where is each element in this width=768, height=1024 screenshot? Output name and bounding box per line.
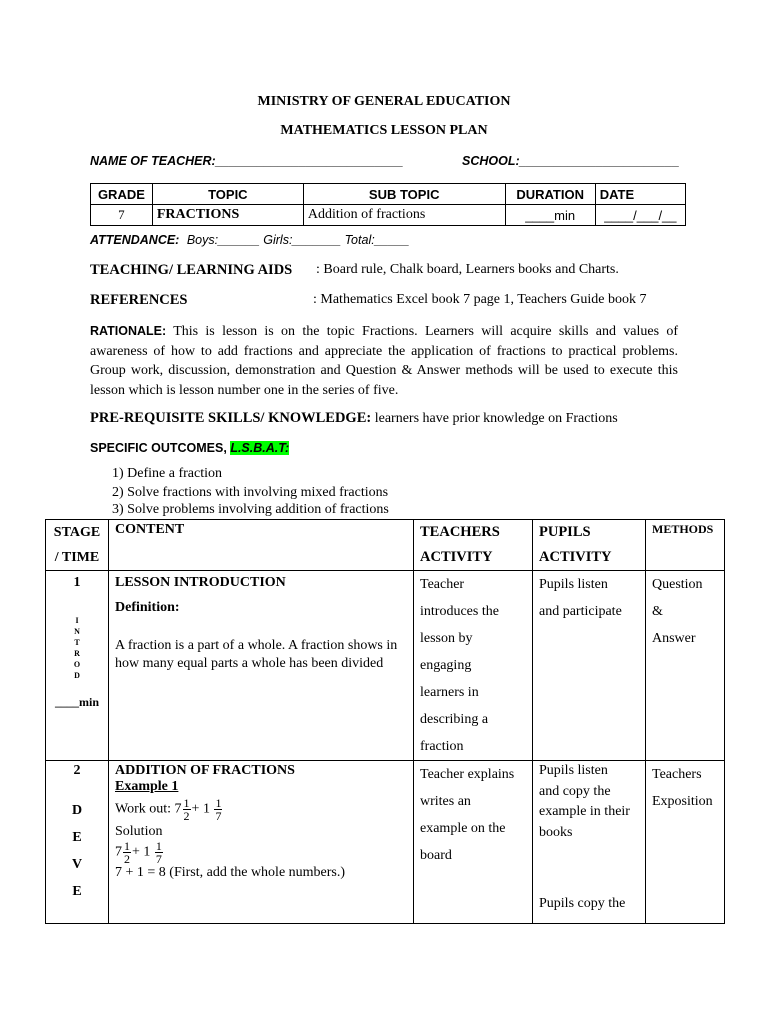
vertical-letter: E xyxy=(72,830,82,845)
work-out-expression xyxy=(115,797,407,822)
grade-header: GRADE xyxy=(91,184,153,205)
denominator: 2 xyxy=(124,852,130,866)
lesson-intro-title: LESSON INTRODUCTION xyxy=(115,575,286,590)
vertical-letter: R xyxy=(74,649,80,658)
teacher-activity-line: learners in xyxy=(420,685,479,700)
duration-header: DURATION xyxy=(505,184,595,205)
numerator: 1 xyxy=(183,796,190,810)
rationale-paragraph xyxy=(90,322,678,400)
lesson-row-introduction xyxy=(46,571,725,761)
vertical-letter: D xyxy=(71,803,83,818)
vertical-deve-label xyxy=(52,797,102,905)
teacher-activity-line: fraction xyxy=(420,739,464,754)
aids-line xyxy=(90,262,292,279)
whole-number: 7 xyxy=(115,844,122,860)
stage-number: 1 xyxy=(73,575,81,590)
references-line xyxy=(90,292,188,309)
teacher-activity-cell-1 xyxy=(414,571,533,761)
definition-text: A fraction is a part of a whole. A fraction shows in how many equal parts a whole has been divided xyxy=(115,638,398,671)
topic-value: FRACTIONS xyxy=(152,205,303,226)
numerator: 1 xyxy=(155,839,162,853)
pupil-activity-cell-1 xyxy=(533,571,646,761)
teacher-name-line xyxy=(90,154,403,168)
rationale-label: RATIONALE: xyxy=(90,324,167,338)
vertical-introd-label xyxy=(52,615,102,681)
fraction-one-seventh xyxy=(155,840,163,865)
teacher-activity-line: lesson by xyxy=(420,631,473,646)
school-label: SCHOOL: xyxy=(462,154,520,168)
date-value[interactable]: ____/___/__ xyxy=(595,205,685,226)
time-header-line: / TIME xyxy=(54,550,100,565)
teacher-activity-line: Teacher explains xyxy=(420,767,515,782)
school-blank[interactable]: _______________________ xyxy=(519,154,680,168)
outcome-item: 2) Solve fractions with involving mixed fractions xyxy=(112,485,389,500)
lesson-table-header xyxy=(46,520,725,571)
solution-expression xyxy=(115,840,407,865)
methods-cell-1 xyxy=(646,571,725,761)
fraction-one-half xyxy=(183,797,191,822)
work-out-text: Work out: 7 xyxy=(115,801,182,817)
teacher-activity-line: Teacher xyxy=(420,577,465,592)
activity-header-line: ACTIVITY xyxy=(420,549,493,565)
prereq-text: learners have prior knowledge on Fractions xyxy=(374,411,618,426)
lesson-row-development xyxy=(46,761,725,924)
pupil-activity-line: example in their xyxy=(539,804,630,819)
outcomes-line xyxy=(90,441,289,455)
numerator: 1 xyxy=(124,839,130,853)
attendance-line xyxy=(90,233,409,247)
grade-table-header xyxy=(91,184,686,205)
ministry-title: MINISTRY OF GENERAL EDUCATION xyxy=(257,94,511,109)
definition-label: Definition: xyxy=(115,600,180,615)
rationale-text: This is lesson is on the topic Fractions. Learners will acquire skills and values of awareness of how to add fractions and appreciate the application of fractions to practical problems. Group work, discussion, demonstration and Question & Answer methods will be used to execute this lesson which is lesson number one in the series of five. xyxy=(90,324,678,398)
method-line: & xyxy=(652,604,663,619)
fraction-one-half xyxy=(123,840,131,865)
method-line: Exposition xyxy=(652,794,713,809)
methods-header: METHODS xyxy=(646,520,725,571)
method-line: Question xyxy=(652,577,703,592)
methods-cell-2 xyxy=(646,761,725,924)
activity-header-line: ACTIVITY xyxy=(539,549,612,565)
stage-cell-1 xyxy=(46,571,109,761)
stage-time-header xyxy=(46,520,109,571)
references-text: : Mathematics Excel book 7 page 1, Teachers Guide book 7 xyxy=(313,292,647,307)
teacher-activity-line: board xyxy=(420,848,452,863)
pupil-activity-line: books xyxy=(539,824,573,840)
stage-cell-2 xyxy=(46,761,109,924)
method-line: Answer xyxy=(652,631,696,646)
teacher-activity-line: writes an xyxy=(420,794,471,809)
pupil-activity-line: Pupils listen xyxy=(539,577,608,592)
vertical-letter: E xyxy=(72,884,82,899)
denominator: 7 xyxy=(155,852,162,866)
content-cell-1 xyxy=(109,571,414,761)
references-label: REFERENCES xyxy=(90,292,188,308)
fraction-one-seventh xyxy=(214,797,222,822)
teacher-activity-line: introduces the xyxy=(420,604,499,619)
subtopic-header: SUB TOPIC xyxy=(303,184,505,205)
pupil-activity-line: and participate xyxy=(539,604,622,619)
pupil-activity-cell-2 xyxy=(533,761,646,924)
vertical-letter: I xyxy=(75,616,79,625)
teacher-activity-line: engaging xyxy=(420,658,472,673)
lsbat-highlight: L.S.B.A.T: xyxy=(230,441,290,455)
solution-label: Solution xyxy=(115,824,163,839)
example-label: Example 1 xyxy=(115,779,179,794)
numerator: 1 xyxy=(215,796,222,810)
teacher-activity-line: example on the xyxy=(420,821,506,836)
grade-table xyxy=(90,183,686,226)
teacher-activity-cell-2 xyxy=(414,761,533,924)
pupils-activity-header xyxy=(533,520,646,571)
denominator: 2 xyxy=(183,809,190,823)
pupil-activity-line: and copy the xyxy=(539,783,611,799)
stage-header-line: STAGE xyxy=(53,525,101,540)
outcomes-label: SPECIFIC OUTCOMES, xyxy=(90,441,227,455)
stage-number: 2 xyxy=(73,763,81,778)
teacher-name-blank[interactable]: ___________________________ xyxy=(215,154,404,168)
vertical-letter: O xyxy=(73,660,81,669)
addition-title: ADDITION OF FRACTIONS xyxy=(115,763,295,778)
pupil-activity-line: Pupils copy the xyxy=(539,896,626,911)
lesson-table xyxy=(45,519,725,924)
teachers-activity-header xyxy=(414,520,533,571)
aids-label: TEACHING/ LEARNING AIDS xyxy=(90,262,293,278)
content-cell-2 xyxy=(109,761,414,924)
vertical-letter: T xyxy=(74,638,80,647)
solution-step: 7 + 1 = 8 (First, add the whole numbers.) xyxy=(115,865,346,880)
grade-table-row xyxy=(91,205,686,226)
pupil-activity-line: Pupils listen xyxy=(539,763,608,778)
topic-header: TOPIC xyxy=(152,184,303,205)
teacher-name-label: NAME OF TEACHER: xyxy=(90,154,216,168)
prereq-label: PRE-REQUISITE SKILLS/ KNOWLEDGE: xyxy=(90,410,372,426)
grade-value: 7 xyxy=(91,205,153,226)
vertical-letter: D xyxy=(74,671,80,680)
content-header: CONTENT xyxy=(109,520,414,571)
vertical-letter: V xyxy=(71,857,83,872)
lesson-plan-title: MATHEMATICS LESSON PLAN xyxy=(280,123,488,138)
outcome-item: 1) Define a fraction xyxy=(112,466,222,481)
teachers-header-line: TEACHERS xyxy=(420,524,500,540)
subtopic-value: Addition of fractions xyxy=(303,205,505,226)
plus-one-text: + 1 xyxy=(191,801,210,817)
teacher-activity-line: describing a xyxy=(420,712,489,727)
prereq-line xyxy=(90,410,618,427)
attendance-label: ATTENDANCE: xyxy=(90,233,180,247)
outcome-item: 3) Solve problems involving addition of fractions xyxy=(112,502,389,517)
method-line: Teachers xyxy=(652,767,702,782)
stage-time-blank[interactable]: ____min xyxy=(54,695,99,709)
duration-value[interactable]: ____min xyxy=(505,205,595,226)
pupils-header-line: PUPILS xyxy=(539,524,591,540)
aids-text: : Board rule, Chalk board, Learners books and Charts. xyxy=(316,262,619,277)
attendance-fields[interactable]: Boys:______ Girls:_______ Total:_____ xyxy=(186,233,410,247)
denominator: 7 xyxy=(215,809,222,823)
school-line xyxy=(462,154,680,168)
vertical-letter: N xyxy=(74,627,80,636)
date-header: DATE xyxy=(595,184,685,205)
plus-one-text: + 1 xyxy=(132,844,151,860)
